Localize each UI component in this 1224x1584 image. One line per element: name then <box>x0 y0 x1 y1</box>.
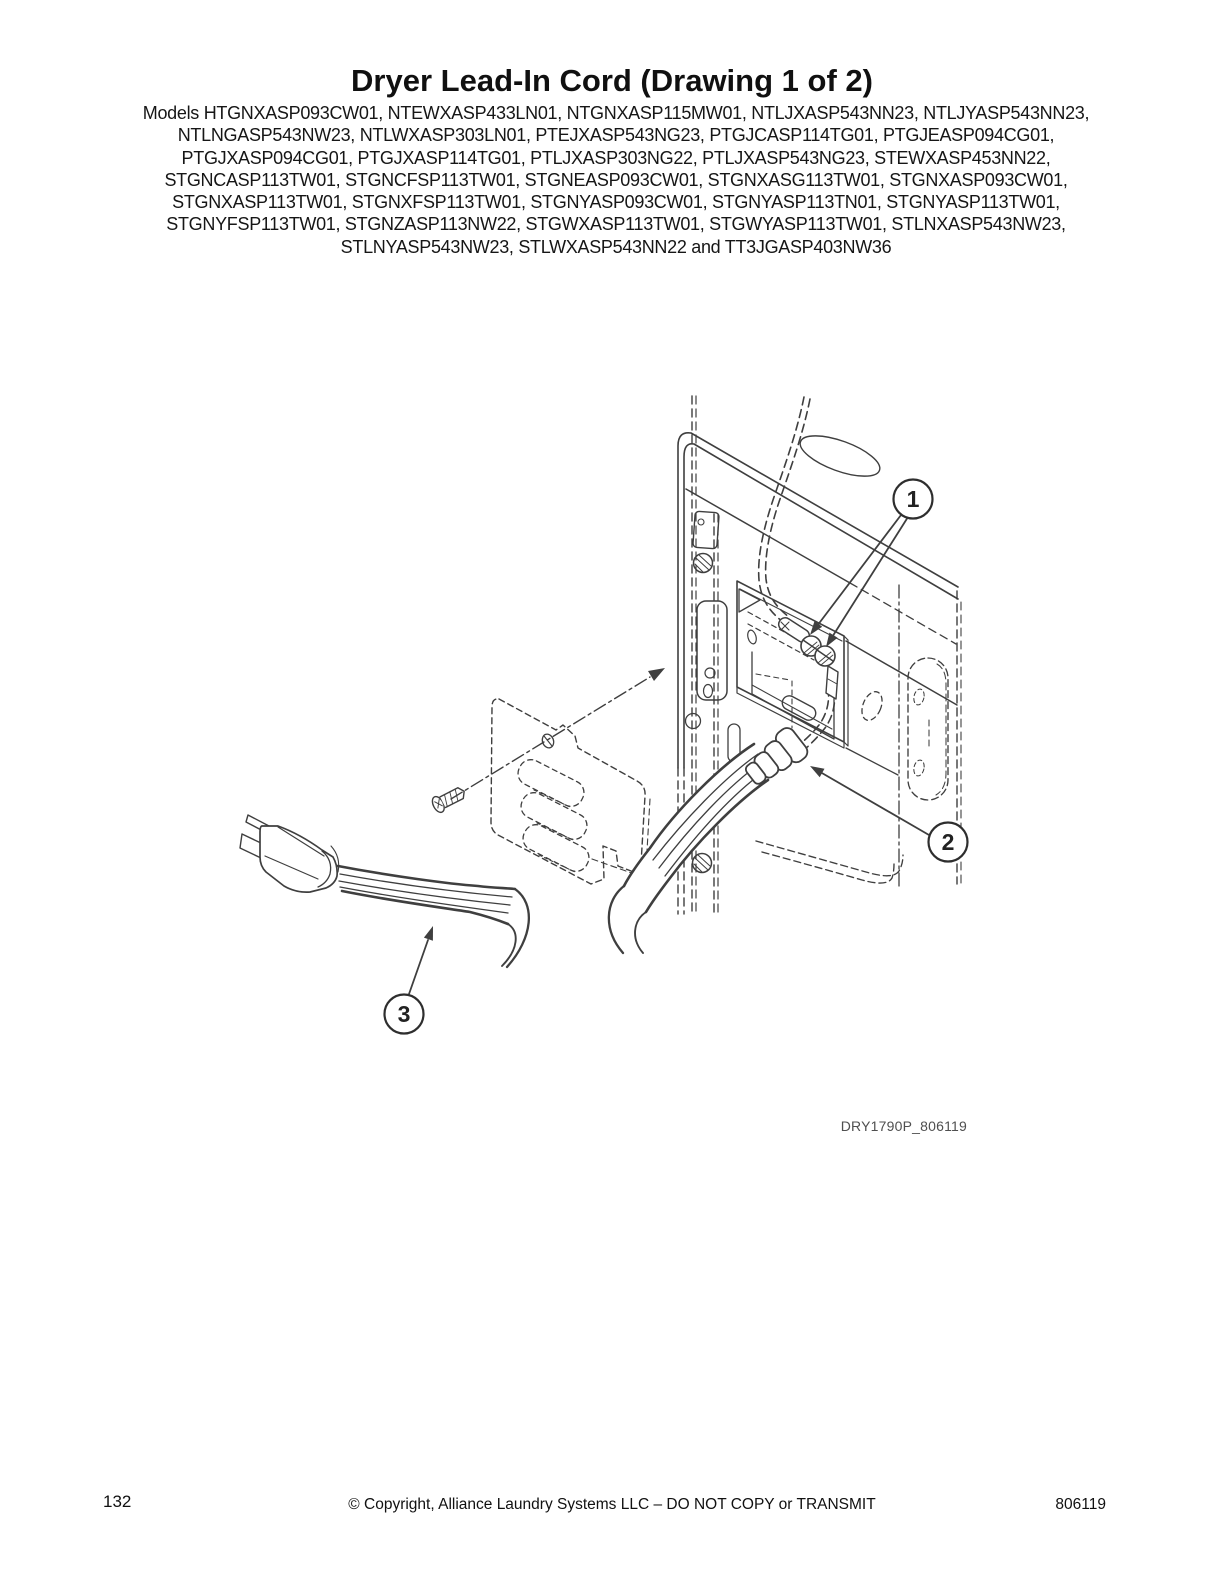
power-cord-left-segment <box>338 866 529 967</box>
wire-terminal <box>826 666 838 699</box>
model-list-line: STGNYFSP113TW01, STGNZASP113NW22, STGWXASP113TW01, STGWYASP113TW01, STLNXASP543NW23, <box>166 214 1066 235</box>
power-plug <box>240 815 339 892</box>
model-list-line: NTLNGASP543NW23, NTLWXASP303LN01, PTEJXASP543NG23, PTGJCASP114TG01, PTGJEASP094CG01, <box>177 125 1055 146</box>
svg-text:1: 1 <box>906 486 920 512</box>
page-title: Dryer Lead-In Cord (Drawing 1 of 2) <box>351 63 873 98</box>
callout-2 <box>929 823 968 862</box>
model-list-line: Models HTGNXASP093CW01, NTEWXASP433LN01, NTGNXASP115MW01, NTLJXASP543NN23, NTLJYASP543NN23, <box>142 103 1090 123</box>
model-list-line: STGNXASP113TW01, STGNXFSP113TW01, STGNYASP093CW01, STGNYASP113TN01, STGNYASP113TW01, <box>172 192 1060 213</box>
callout-3 <box>385 995 424 1034</box>
terminal-block-cover-plate <box>491 699 650 884</box>
drawing-code-label: DRY1790P_806119 <box>840 1118 967 1134</box>
model-list-line: STGNCASP113TW01, STGNCFSP113TW01, STGNEASP093CW01, STGNXASG113TW01, STGNXASP093CW01, <box>164 169 1068 190</box>
power-cord-right-segment <box>609 744 768 953</box>
ground-wire <box>759 397 835 757</box>
callout-1 <box>894 480 933 519</box>
weld-stud <box>693 854 712 873</box>
svg-text:3: 3 <box>397 1001 411 1027</box>
callout-leaders <box>409 515 929 994</box>
svg-text:2: 2 <box>941 829 955 855</box>
terminal-screw <box>815 646 835 666</box>
copyright-notice: © Copyright, Alliance Laundry Systems LLC – DO NOT COPY or TRANSMIT <box>348 1496 876 1513</box>
document-number: 806119 <box>1055 1496 1106 1513</box>
page-number: 132 <box>103 1492 132 1511</box>
model-list-line: STLNYASP543NW23, STLWXASP543NN22 and TT3JGASP403NW36 <box>340 236 892 257</box>
weld-stud <box>694 554 713 573</box>
model-list-line: PTGJXASP094CG01, PTGJXASP114TG01, PTLJXASP303NG22, PTLJXASP543NG23, STEWXASP453NN22, <box>181 147 1051 168</box>
vent-hole <box>795 428 884 485</box>
cover-plate-screw <box>430 784 468 815</box>
